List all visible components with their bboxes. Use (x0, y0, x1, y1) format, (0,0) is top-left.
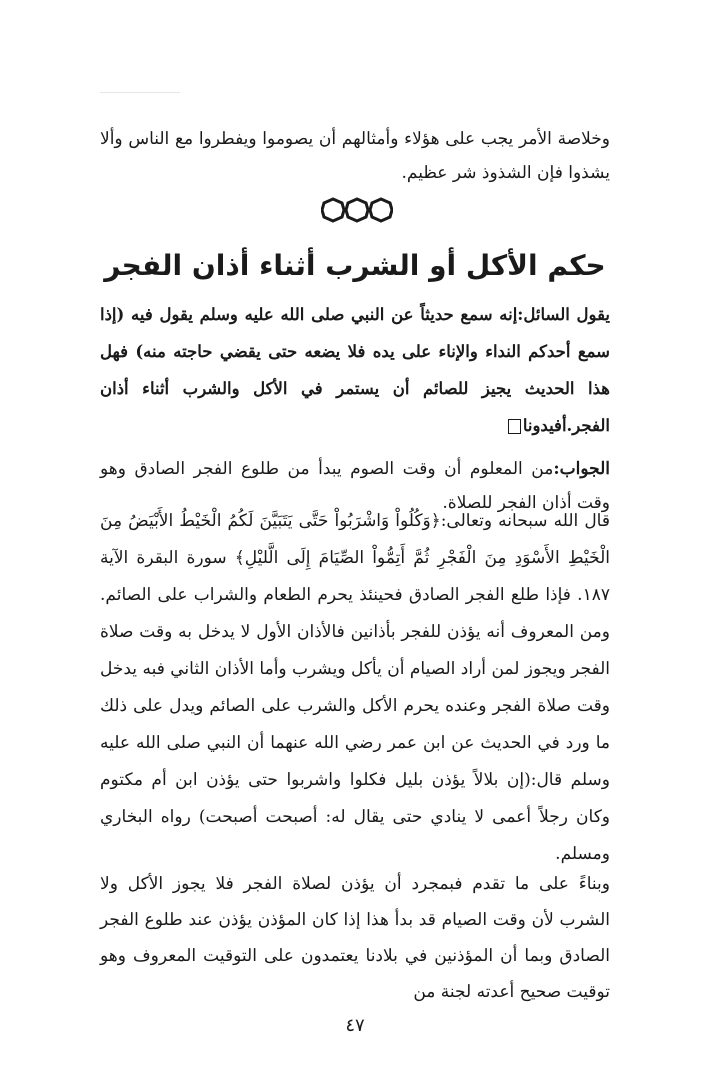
bracket-mark-icon (508, 419, 521, 434)
ornament-separator-icon (321, 197, 393, 223)
question-paragraph (100, 296, 610, 444)
question-lead: يقول السائل: (517, 305, 611, 324)
closing-paragraph: وبناءً على ما تقدم فبمجرد أن يؤذن لصلاة الفجر فلا يجوز الأكل ولا الشرب لأن وقت الصيام قد بدأ هذا إذا كان المؤذن يؤذن عند طلوع الفجر الصادق وبما أن المؤذنين في بلادنا يعتمدون على التوقيت المعروف وهو توقيت صحيح أعدته لجنة من (100, 874, 610, 1002)
ayah-paragraph (100, 503, 610, 873)
section-heading: حكم الأكل أو الشرب أثناء أذان الفجر (104, 249, 606, 282)
answer-lead: الجواب: (553, 459, 610, 479)
question-text: إنه سمع حديثاً عن النبي صلى الله عليه وسلم يقول فيه (إذا سمع أحدكم النداء والإناء على يده فلا يضعه حتى يقضي حاجته منه) فهل هذا الحديث يجيز للصائم أن يستمر في الأكل والشرب أثناء أذان الفجر.أفيدونا (100, 305, 610, 435)
quran-verse: ﴿وَكُلُواْ وَاشْرَبُواْ حَتَّى يَتَبَيَّنَ لَكُمُ الْخَيْطُ الأَبْيَضُ مِنَ الْخَيْطِ الأَسْوَدِ مِنَ الْفَجْرِ ثُمَّ أَتِمُّواْ الصِّيَامَ إِلَى الَّليْلِ﴾ (100, 511, 610, 568)
ayah-intro: قال الله سبحانه وتعالى: (440, 511, 610, 531)
intro-paragraph: وخلاصة الأمر يجب على هؤلاء وأمثالهم أن يصوموا ويفطروا مع الناس وألا يشذوا فإن الشذوذ شر عظيم. (100, 129, 610, 183)
ayah-explanation: سورة البقرة الآية ١٨٧. فإذا طلع الفجر الصادق فحينئذ يحرم الطعام والشراب على الصائم. ومن المعروف أنه يؤذن للفجر بأذانين فالأذان الأول لا يدخل به وقت صلاة الفجر ويجوز لمن أراد الصيام أن يأكل ويشرب وأما الأذان الثاني فبه يدخل وقت صلاة الفجر وعنده يحرم الأكل والشرب على الصائم ويدل على ذلك ما ورد في الحديث عن ابن عمر رضي الله عنهما أن النبي صلى الله عليه وسلم قال:(إن بلالاً يؤذن بليل فكلوا واشربوا حتى يؤذن ابن أم مكتوم وكان رجلاً أعمى لا ينادي حتى يقال له: أصبحت أصبحت) رواه البخاري ومسلم. (100, 548, 610, 864)
top-rule (100, 92, 180, 93)
answer-text: من المعلوم أن وقت الصوم يبدأ من طلوع الفجر الصادق وهو وقت أذان الفجر للصلاة. (100, 459, 610, 513)
page-number: ٤٧ (345, 1015, 365, 1036)
